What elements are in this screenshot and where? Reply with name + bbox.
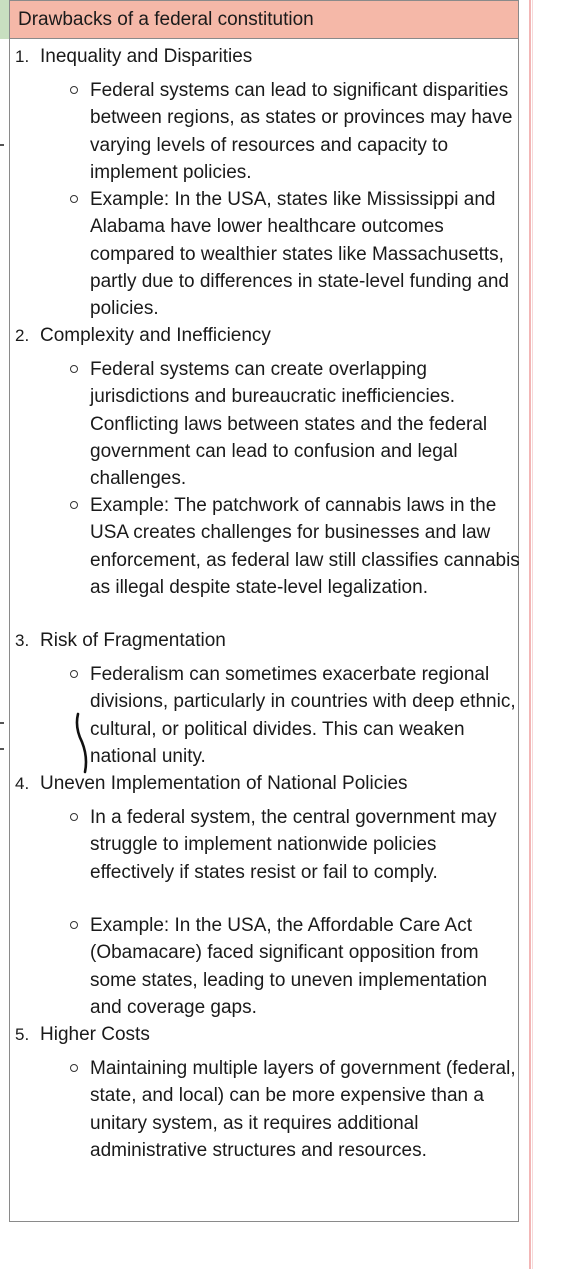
bullet-text: Maintaining multiple layers of government (federal, state, and local) can be more expensive than a unitary system, as it requires additional administrative structures and resources. — [90, 1058, 516, 1161]
bullet-text: Federalism can sometimes exacerbate regional divisions, particularly in countries with deep ethnic, cultural, or political divides. This can weaken national unity. — [90, 664, 516, 767]
circle-bullet-icon — [70, 921, 78, 929]
item-title: Risk of Fragmentation — [40, 630, 226, 651]
item-number: 3. — [15, 631, 30, 650]
item-title: Inequality and Disparities — [40, 46, 253, 67]
bullet-text: Federal systems can lead to significant disparities between regions, as states or provinces may have varying levels of resources and capacity to implement policies. — [90, 80, 513, 183]
circle-bullet-icon — [70, 670, 78, 678]
bullet-text: Example: In the USA, states like Mississippi and Alabama have lower healthcare outcomes compared to wealthier states like Massachusetts, partly due to differences in state-level funding and policies. — [90, 189, 509, 320]
bullet-text: Example: In the USA, the Affordable Care Act (Obamacare) faced significant opposition from some states, leading to uneven implementation and coverage gaps. — [90, 915, 488, 1018]
table-cell — [9, 0, 519, 1222]
margin-mark — [0, 748, 4, 750]
section-header: Drawbacks of a federal constitution — [10, 0, 518, 39]
item-title: Complexity and Inefficiency — [40, 325, 271, 346]
circle-bullet-icon — [70, 86, 78, 94]
bullet-text: Federal systems can create overlapping jurisdictions and bureaucratic inefficiencies. Conflicting laws between states and the federal government can lead to confusion and legal challenges. — [90, 359, 488, 490]
circle-bullet-icon — [70, 195, 78, 203]
margin-mark — [0, 722, 4, 724]
item-number: 2. — [15, 326, 30, 345]
circle-bullet-icon — [70, 813, 78, 821]
circle-bullet-icon — [70, 1064, 78, 1072]
ink-annotation-stroke — [74, 712, 94, 774]
margin-line — [532, 0, 533, 1269]
item-number: 5. — [15, 1025, 30, 1044]
item-title: Higher Costs — [40, 1024, 150, 1045]
margin-mark — [0, 144, 4, 146]
item-title: Uneven Implementation of National Policies — [40, 773, 408, 794]
circle-bullet-icon — [70, 365, 78, 373]
bullet-text: In a federal system, the central government may struggle to implement nationwide policies effectively if states resist or fail to comply. — [90, 807, 497, 883]
margin-line — [529, 0, 531, 1269]
item-number: 1. — [15, 47, 30, 66]
circle-bullet-icon — [70, 501, 78, 509]
bullet-text: Example: The patchwork of cannabis laws in the USA creates challenges for businesses and law enforcement, as federal law still classifies cannabis as illegal despite state-level legalization. — [90, 495, 520, 598]
item-number: 4. — [15, 774, 30, 793]
